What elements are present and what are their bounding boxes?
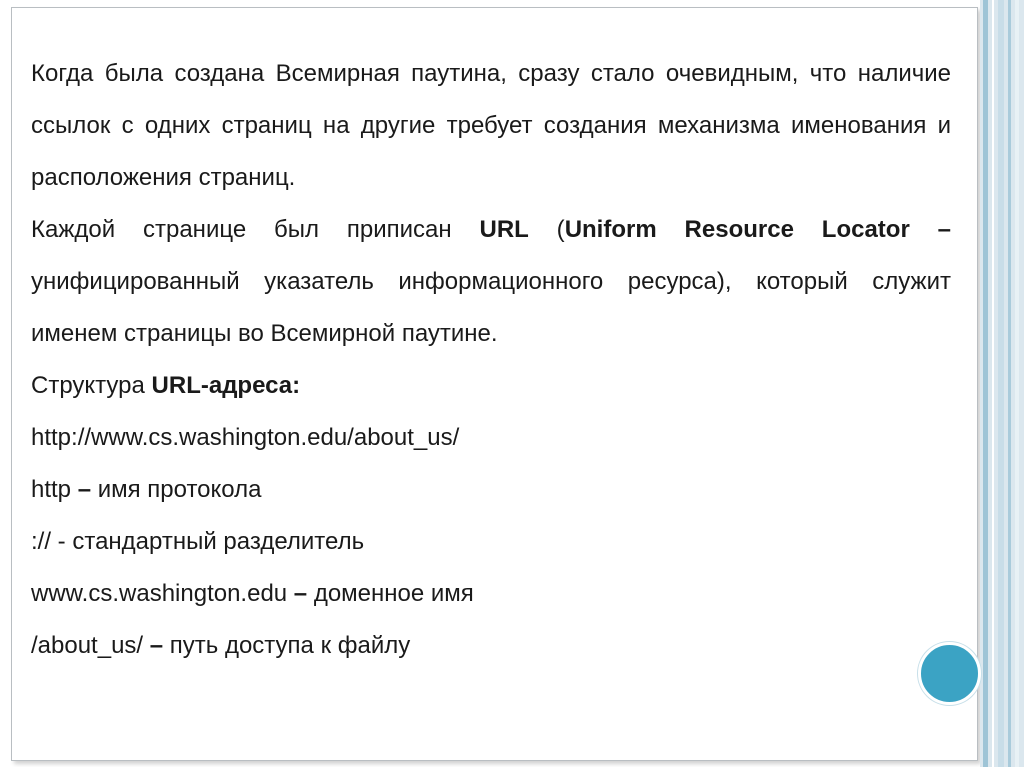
url-definition-paragraph — [31, 204, 951, 360]
url-part-dash: – — [287, 580, 308, 607]
decorative-side-band — [980, 0, 1024, 767]
side-stripe — [992, 0, 994, 767]
structure-label-bold: URL-адреса: — [151, 372, 301, 399]
side-stripe — [983, 0, 988, 767]
url-part-desc: стандартный разделитель — [65, 528, 365, 555]
url-expansion: Uniform Resource Locator – — [564, 216, 951, 243]
url-part-desc: путь доступа к файлу — [163, 632, 411, 659]
url-part-path — [31, 620, 951, 672]
side-stripe — [1015, 0, 1019, 767]
url-part-domain — [31, 568, 951, 620]
url-part-term: http — [31, 476, 72, 503]
url-part-term: /about_us/ — [31, 632, 144, 659]
example-url: http://www.cs.washington.edu/about_us/ — [31, 424, 460, 451]
intro-paragraph: Когда была создана Всемирная паутина, сразу стало очевидным, что наличие ссылок с одних страниц на другие требует создания механизма именования и расположения страниц. — [31, 60, 951, 191]
url-part-desc: имя протокола — [91, 476, 262, 503]
url-part-protocol — [31, 464, 951, 516]
url-term: URL — [479, 216, 529, 243]
url-definition-rest: унифицированный указатель информационного ресурса), который служит именем страницы во Всемирной паутине. — [31, 268, 951, 347]
paren-open: ( — [528, 216, 565, 243]
url-part-term: :// — [31, 528, 52, 555]
structure-heading — [31, 360, 951, 412]
url-part-dash: – — [143, 632, 164, 659]
url-part-dash: – — [71, 476, 92, 503]
structure-label: Структура — [31, 372, 152, 399]
url-definition-lead: Каждой странице был приписан — [31, 216, 480, 243]
side-stripe — [998, 0, 1004, 767]
slide-content — [31, 48, 951, 672]
url-part-dash: - — [51, 528, 66, 555]
url-part-term: www.cs.washington.edu — [31, 580, 288, 607]
url-part-separator — [31, 516, 951, 568]
side-stripe — [1008, 0, 1011, 767]
url-part-desc: доменное имя — [307, 580, 474, 607]
